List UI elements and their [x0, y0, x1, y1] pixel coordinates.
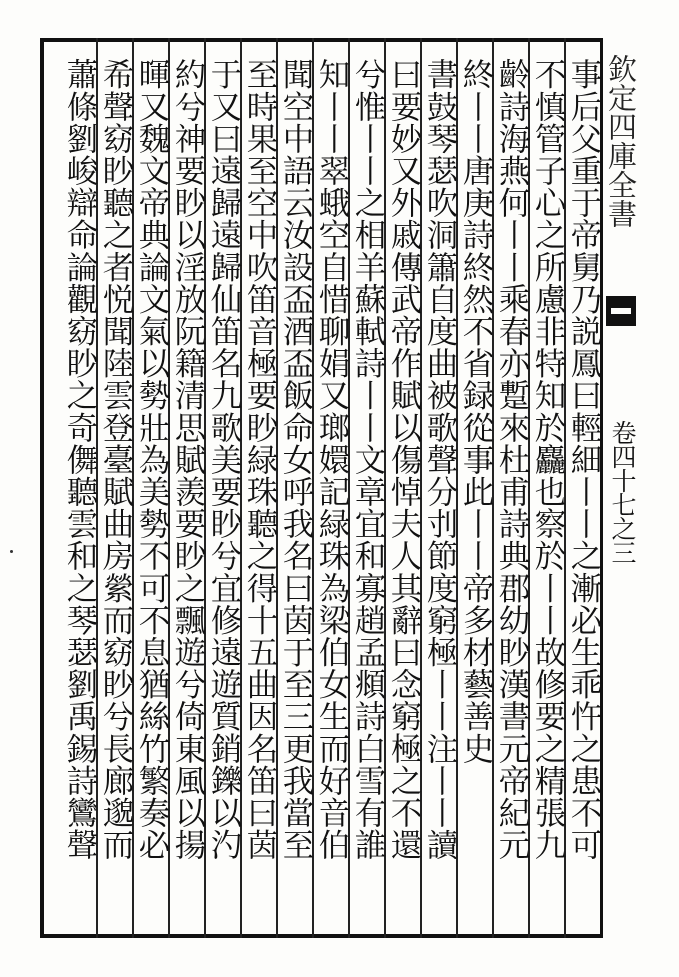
text-column: 至時果至空中吹笛音極要眇緑珠聽之得十五曲因名笛曰茵: [242, 58, 278, 861]
text-column: 蕭條劉峻辯命論觀窈眇之奇儛聽雲和之琴瑟劉禹錫詩鸞聲: [62, 58, 98, 861]
fish-tail-mark-icon: [606, 296, 636, 326]
text-column: 于又曰遠歸遠歸仙笛名九歌美要眇兮宜修遠遊質銷鑠以汋: [206, 58, 242, 861]
text-column: 知丨丨翠蛾空自惜聊娟又瑯嬛記緑珠為梁伯女生而好音伯: [314, 58, 350, 861]
text-column: 兮惟丨丨之相羊蘇軾詩丨丨文章宜和寡趙孟頫詩白雪有誰: [350, 58, 386, 861]
text-column: 事后父重于帝舅乃説鳳曰輕細丨丨之漸必生乖忤之患不可: [566, 58, 602, 861]
text-column: 不慎管子心之所慮非特知於麤也察於丨丨故修要之精張九: [530, 58, 566, 861]
text-column: 暉又魏文帝典論文氣以勢壯為美勢不可不息猶絲竹繁奏必: [134, 58, 170, 861]
ink-speck: [10, 550, 13, 553]
text-column: 曰要妙又外戚傳武帝作賦以傷悼夫人其辭曰念窮極之不還: [386, 58, 422, 861]
text-column: 聞空中語云汝設盃酒盃飯命女呼我名曰茵于至三更我當至: [278, 58, 314, 861]
book-title-margin: 欽定四庫全書: [604, 54, 638, 228]
text-column: 約兮神要眇以淫放阮籍清思賦羨要眇之飄遊兮倚東風以揚: [170, 58, 206, 861]
text-column: 終丨丨唐庚詩終然不省録從事此丨丨帝多材藝善史: [458, 58, 494, 765]
text-column: 希聲窈眇聽之者悦聞陸雲登臺賦曲房縈而窈眇兮長廊邈而: [98, 58, 134, 861]
text-column: 齡詩海燕何丨丨乘春亦蹔來杜甫詩典郡幼眇漢書元帝紀元: [494, 58, 530, 861]
volume-label: 卷四十七之三: [608, 420, 637, 564]
text-column: 書鼓琴瑟吹洞簫自度曲被歌聲分刌節度窮極丨丨注丨丨讀: [422, 58, 458, 861]
